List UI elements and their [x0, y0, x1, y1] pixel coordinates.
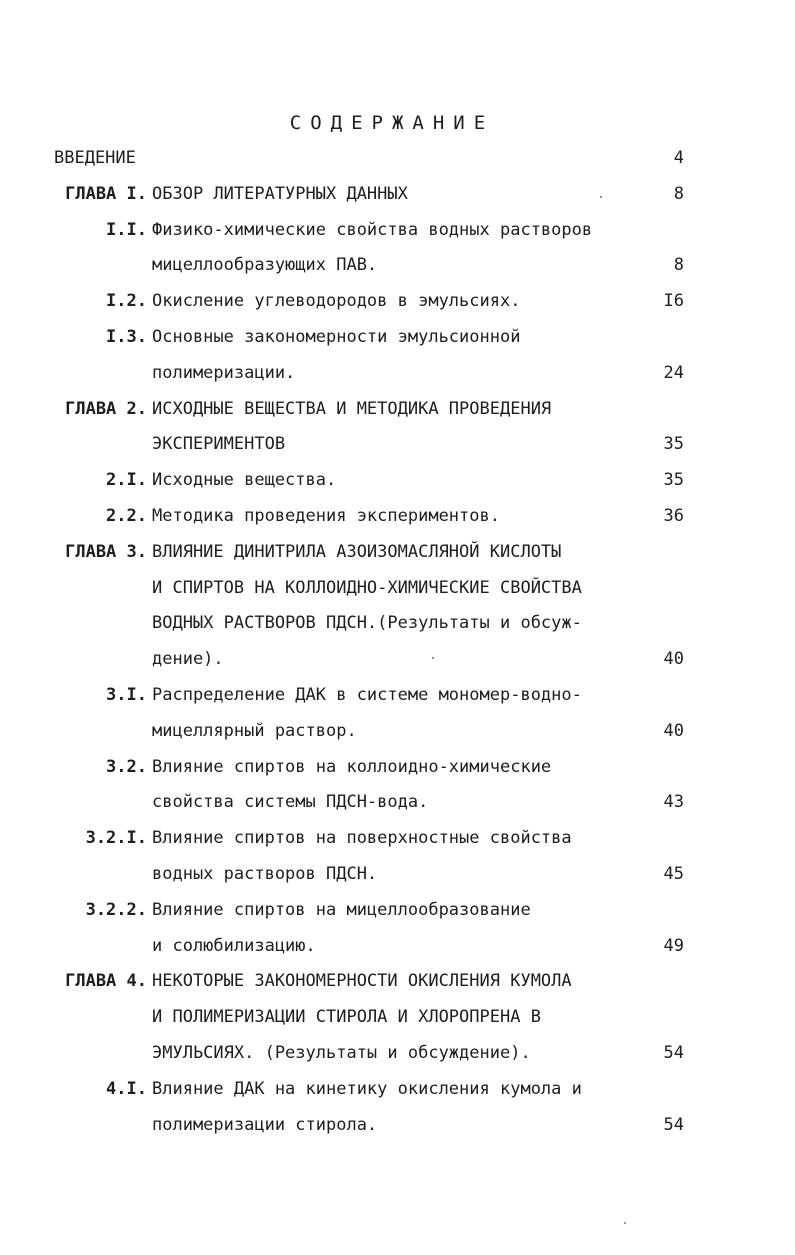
toc-entry-page: 35 — [663, 434, 684, 454]
toc-entry-text: мицеллообразующих ПАВ. — [152, 255, 378, 275]
toc-entry — [0, 537, 795, 567]
toc-entry-text: полимеризации стирола. — [152, 1115, 378, 1135]
toc-entry-page: 45 — [663, 864, 684, 884]
toc-entry — [0, 215, 795, 245]
toc-entry — [0, 573, 795, 603]
toc-entry — [0, 286, 795, 316]
scan-speck — [600, 196, 602, 198]
toc-entry-page: 40 — [663, 649, 684, 669]
toc-entry — [0, 716, 795, 746]
toc-entry-text: дение). — [152, 649, 224, 669]
toc-entry-text: Влияние спиртов на поверхностные свойства — [152, 828, 572, 848]
toc-entry — [0, 250, 795, 280]
toc-entry-text: Основные закономерности эмульсионной — [152, 327, 521, 347]
toc-entry — [0, 644, 795, 674]
toc-entry-text: НЕКОТОРЫЕ ЗАКОНОМЕРНОСТИ ОКИСЛЕНИЯ КУМОЛА — [152, 971, 572, 991]
toc-entry-text: И ПОЛИМЕРИЗАЦИИ СТИРОЛА И ХЛОРОПРЕНА В — [152, 1007, 541, 1027]
toc-entry-page: 4 — [673, 148, 684, 168]
toc-entry-text: Физико-химические свойства водных растворов — [152, 220, 593, 240]
toc-entry-number: 3.I. — [106, 685, 147, 705]
toc-entry-text: ВОДНЫХ РАСТВОРОВ ПДСН.(Результаты и обсуж- — [152, 613, 582, 633]
toc-entry-page: 54 — [663, 1115, 684, 1135]
toc-entry-number: 2.2. — [106, 506, 147, 526]
toc-entry — [0, 823, 795, 853]
toc-entry-number: 3.2.2. — [85, 900, 147, 920]
toc-entry-text: И СПИРТОВ НА КОЛЛОИДНО-ХИМИЧЕСКИЕ СВОЙСТВА — [152, 578, 582, 598]
toc-entry — [0, 465, 795, 495]
toc-entry-text: водных растворов ПДСН. — [152, 864, 378, 884]
toc-entry — [0, 179, 795, 209]
toc-entry-page: I6 — [663, 291, 684, 311]
page-title: СОДЕРЖАНИЕ — [289, 112, 495, 134]
toc-entry — [0, 143, 795, 173]
toc-entry-text: полимеризации. — [152, 363, 296, 383]
toc-entry-number: 3.2. — [106, 757, 147, 777]
toc-entry-page: 43 — [663, 792, 684, 812]
toc-entry — [0, 394, 795, 424]
toc-entry-number: ГЛАВА 2. — [65, 399, 147, 419]
toc-entry — [0, 859, 795, 889]
toc-entry — [0, 1002, 795, 1032]
toc-entry-text: ЭМУЛЬСИЯХ. (Результаты и обсуждение). — [152, 1043, 531, 1063]
toc-entry-page: 40 — [663, 721, 684, 741]
toc-entry-text: Окисление углеводородов в эмульсиях. — [152, 291, 521, 311]
toc-entry-number: ГЛАВА I. — [65, 184, 147, 204]
toc-entry-page: 36 — [663, 506, 684, 526]
toc-entry-number: 3.2.I. — [85, 828, 147, 848]
toc-entry-number: I.I. — [106, 220, 147, 240]
toc-entry — [0, 429, 795, 459]
toc-entry-text: Влияние спиртов на мицеллообразование — [152, 900, 531, 920]
toc-entry-text: Влияние спиртов на коллоидно-химические — [152, 757, 552, 777]
toc-entry-text: и солюбилизацию. — [152, 936, 316, 956]
toc-entry-text: Распределение ДАК в системе мономер-водно- — [152, 685, 582, 705]
toc-entry-text: мицеллярный раствор. — [152, 721, 357, 741]
toc-entry-page: 8 — [673, 184, 684, 204]
toc-entry — [0, 752, 795, 782]
toc-entry-text: ЭКСПЕРИМЕНТОВ — [152, 434, 286, 454]
toc-entry-text: Влияние ДАК на кинетику окисления кумола и — [152, 1079, 582, 1099]
scan-speck — [624, 1222, 626, 1224]
toc-entry — [0, 1038, 795, 1068]
toc-entry — [0, 608, 795, 638]
toc-entry-text: ВЛИЯНИЕ ДИНИТРИЛА АЗОИЗОМАСЛЯНОЙ КИСЛОТЫ — [152, 542, 562, 562]
toc-entry-text: Исходные вещества. — [152, 470, 337, 490]
toc-entry-text: Методика проведения экспериментов. — [152, 506, 500, 526]
toc-entry — [0, 895, 795, 925]
toc-entry-text: ОБЗОР ЛИТЕРАТУРНЫХ ДАННЫХ — [152, 184, 408, 204]
toc-entry-text: ВВЕДЕНИЕ — [54, 148, 136, 168]
scan-speck — [432, 657, 434, 659]
toc-entry-number: ГЛАВА 3. — [65, 542, 147, 562]
toc-entry — [0, 358, 795, 388]
toc-entry — [0, 966, 795, 996]
toc-entry — [0, 322, 795, 352]
toc-entry-page: 8 — [673, 255, 684, 275]
toc-entry-number: I.3. — [106, 327, 147, 347]
toc-entry-page: 49 — [663, 936, 684, 956]
toc-entry-text: свойства системы ПДСН-вода. — [152, 792, 429, 812]
toc-entry-number: I.2. — [106, 291, 147, 311]
toc-entry — [0, 680, 795, 710]
toc-entry-text: ИСХОДНЫЕ ВЕЩЕСТВА И МЕТОДИКА ПРОВЕДЕНИЯ — [152, 399, 552, 419]
toc-entry — [0, 931, 795, 961]
toc-entry-number: 2.I. — [106, 470, 147, 490]
toc-entry-page: 24 — [663, 363, 684, 383]
toc-entry-number: ГЛАВА 4. — [65, 971, 147, 991]
toc-entry — [0, 1110, 795, 1140]
toc-entry — [0, 787, 795, 817]
toc-entry — [0, 1074, 795, 1104]
toc-entry — [0, 501, 795, 531]
toc-entry-number: 4.I. — [106, 1079, 147, 1099]
toc-entry-page: 54 — [663, 1043, 684, 1063]
toc-entry-page: 35 — [663, 470, 684, 490]
